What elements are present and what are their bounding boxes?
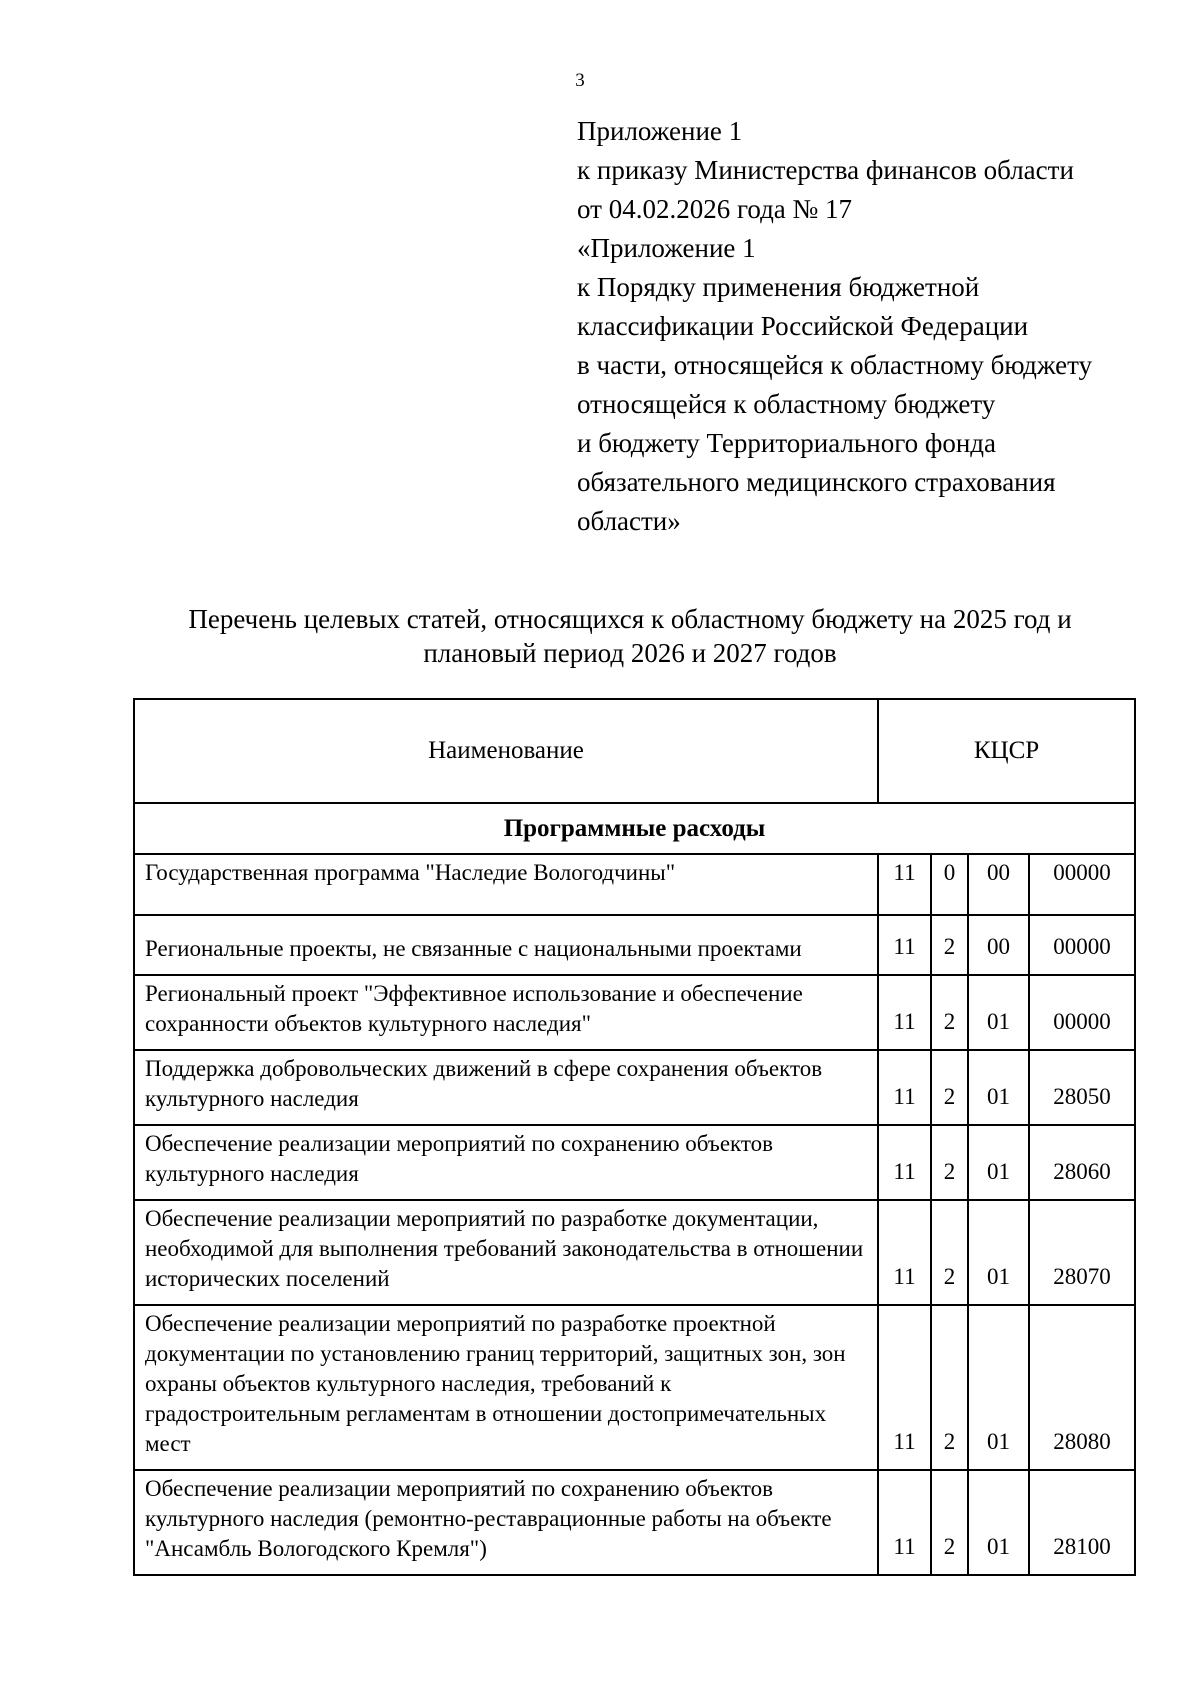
section-title: Программные расходы <box>134 803 1135 854</box>
target-articles-table <box>133 698 1136 1576</box>
code-program: 11 <box>878 854 931 915</box>
appendix-line: классификации Российской Федерации <box>577 311 1029 341</box>
row-name: Региональный проект "Эффективное использование и обеспечение сохранности объектов культурного наследия" <box>134 975 878 1050</box>
code-type: 2 <box>931 1125 968 1200</box>
code-program: 11 <box>878 1050 931 1125</box>
column-header-code: КЦСР <box>878 699 1135 803</box>
code-type: 2 <box>931 1305 968 1470</box>
appendix-line: и бюджету Территориального фонда <box>577 428 997 458</box>
code-structural-element: 01 <box>968 1050 1029 1125</box>
code-structural-element: 01 <box>968 1125 1029 1200</box>
row-name: Обеспечение реализации мероприятий по разработке проектной документации по установлению границ территорий, защитных зон, зон охраны объектов культурного наследия, требований к градостроительным регламентам в отношении достопримечательных мест <box>134 1305 878 1470</box>
row-name: Региональные проекты, не связанные с национальными проектами <box>134 915 878 975</box>
code-direction: 28070 <box>1029 1200 1135 1305</box>
table-row <box>134 1125 1135 1200</box>
appendix-line: обязательного медицинского страхования <box>577 467 1056 497</box>
document-title-line: плановый период 2026 и 2027 годов <box>423 638 837 668</box>
code-structural-element: 01 <box>968 975 1029 1050</box>
code-type: 0 <box>931 854 968 915</box>
code-structural-element: 01 <box>968 1200 1029 1305</box>
code-direction: 28050 <box>1029 1050 1135 1125</box>
page-number: 3 <box>575 70 585 91</box>
code-program: 11 <box>878 1125 931 1200</box>
table-row <box>134 975 1135 1050</box>
column-header-name: Наименование <box>134 699 878 803</box>
table-section-row <box>134 803 1135 854</box>
table-row <box>134 1050 1135 1125</box>
code-program: 11 <box>878 1470 931 1575</box>
table-row <box>134 1470 1135 1575</box>
code-direction: 28100 <box>1029 1470 1135 1575</box>
appendix-line: области» <box>577 506 681 536</box>
appendix-line: от 04.02.2026 года № 17 <box>577 194 853 224</box>
code-direction: 00000 <box>1029 915 1135 975</box>
table-header-row <box>134 699 1135 803</box>
row-name: Обеспечение реализации мероприятий по сохранению объектов культурного наследия <box>134 1125 878 1200</box>
row-name: Государственная программа "Наследие Вологодчины" <box>134 854 878 915</box>
code-type: 2 <box>931 915 968 975</box>
appendix-header <box>577 112 1177 541</box>
code-type: 2 <box>931 1200 968 1305</box>
code-type: 2 <box>931 1470 968 1575</box>
row-name: Поддержка добровольческих движений в сфере сохранения объектов культурного наследия <box>134 1050 878 1125</box>
appendix-line: «Приложение 1 <box>577 233 756 263</box>
table-row <box>134 854 1135 915</box>
code-direction: 28080 <box>1029 1305 1135 1470</box>
document-title <box>100 602 1160 670</box>
code-structural-element: 00 <box>968 915 1029 975</box>
appendix-line: в части, относящейся к областному бюджету <box>577 350 1093 380</box>
code-direction: 00000 <box>1029 975 1135 1050</box>
code-direction: 28060 <box>1029 1125 1135 1200</box>
row-name: Обеспечение реализации мероприятий по разработке документации, необходимой для выполнения требований законодательства в отношении исторических поселений <box>134 1200 878 1305</box>
table-row <box>134 1305 1135 1470</box>
table-row <box>134 1200 1135 1305</box>
code-program: 11 <box>878 1305 931 1470</box>
code-program: 11 <box>878 915 931 975</box>
code-program: 11 <box>878 1200 931 1305</box>
code-type: 2 <box>931 975 968 1050</box>
document-title-line: Перечень целевых статей, относящихся к областному бюджету на 2025 год и <box>188 604 1072 634</box>
appendix-line: к Порядку применения бюджетной <box>577 272 980 302</box>
appendix-line: относящейся к областному бюджету <box>577 389 996 419</box>
code-direction: 00000 <box>1029 854 1135 915</box>
code-type: 2 <box>931 1050 968 1125</box>
row-name: Обеспечение реализации мероприятий по сохранению объектов культурного наследия (ремонтно-реставрационные работы на объекте "Ансамбль Вологодского Кремля") <box>134 1470 878 1575</box>
appendix-line: Приложение 1 <box>577 116 743 146</box>
code-program: 11 <box>878 975 931 1050</box>
code-structural-element: 01 <box>968 1305 1029 1470</box>
appendix-line: к приказу Министерства финансов области <box>577 155 1074 185</box>
code-structural-element: 00 <box>968 854 1029 915</box>
code-structural-element: 01 <box>968 1470 1029 1575</box>
table-row <box>134 915 1135 975</box>
